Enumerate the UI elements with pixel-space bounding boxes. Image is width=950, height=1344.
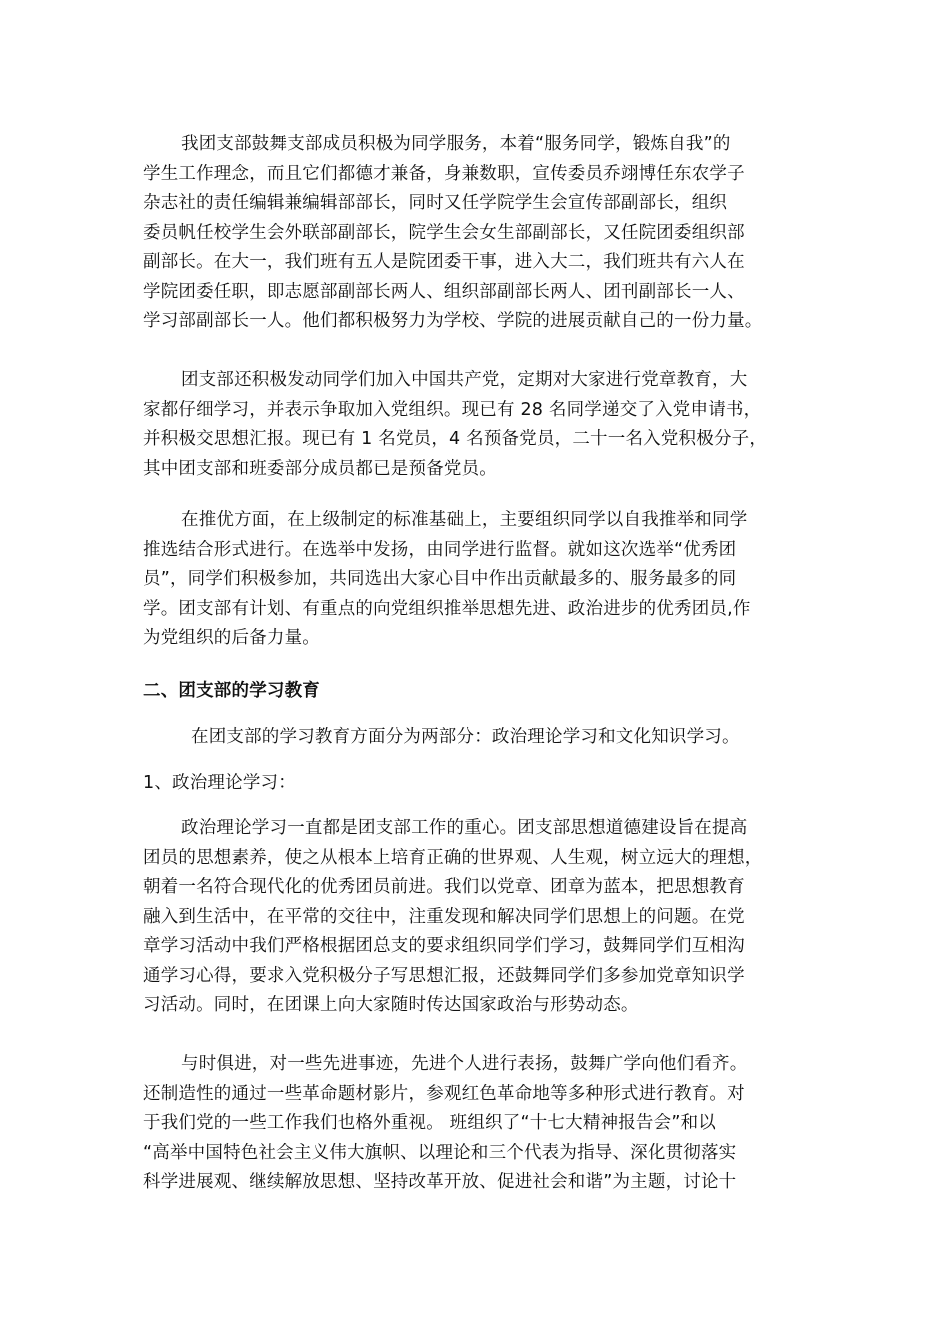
subheading-text: 1、政治理论学习： bbox=[143, 773, 296, 793]
text-line: 推选结合形式进行。在选举中发扬，由同学进行监督。就如这次选举“优秀团 bbox=[143, 539, 737, 560]
text-line: 团员的思想素养，使之从根本上培育正确的世界观、人生观，树立远大的理想， bbox=[143, 847, 763, 868]
text-line: 员”，同学们积极参加，共同选出大家心目中作出贡献最多的、服务最多的同 bbox=[143, 569, 737, 589]
text-line: 还制造性的通过一些革命题材影片，参观红色革命地等多种形式进行教育。对 bbox=[143, 1083, 745, 1104]
text-line: 委员帆任校学生会外联部副部长，院学生会女生部副部长，又任院团委组织部 bbox=[143, 222, 745, 243]
paragraph-student-work bbox=[143, 130, 815, 337]
text-line: 政治理论学习一直都是团支部工作的重心。团支部思想道德建设旨在提高 bbox=[181, 818, 748, 838]
text-line: 学院团委任职，即志愿部副部长两人、组织部副部长两人、团刊副部长一人、 bbox=[143, 281, 745, 302]
text-line: 家都仔细学习，并表示争取加入党组织。现已有 28 名同学递交了入党申请书， bbox=[143, 399, 762, 420]
subheading-political-theory bbox=[143, 769, 815, 799]
text-line: 我团支部鼓舞支部成员积极为同学服务，本着“服务同学，锻炼自我”的 bbox=[181, 134, 731, 154]
text-line: 学习部副部长一人。他们都积极努力为学校、学院的进展贡献自己的一份力量。 bbox=[143, 311, 763, 331]
paragraph-intro bbox=[143, 723, 815, 753]
text-line: 其中团支部和班委部分成员都已是预备党员。 bbox=[143, 458, 497, 479]
paragraph-political-study bbox=[143, 814, 815, 1021]
text-line: 杂志社的责任编辑兼编辑部部长，同时又任学院学生会宣传部副部长，组织 bbox=[143, 193, 728, 213]
text-line: 团支部还积极发动同学们加入中国共产党，定期对大家进行党章教育，大 bbox=[181, 370, 748, 390]
text-line: 学生工作理念，而且它们都德才兼备，身兼数职，宣传委员乔翊博任东农学子 bbox=[143, 163, 745, 184]
text-line: 学。团支部有计划、有重点的向党组织推举思想先进、政治进步的优秀团员,作 bbox=[143, 598, 751, 619]
text-line: 于我们党的一些工作我们也格外重视。 班组织了“十七大精神报告会”和以 bbox=[143, 1113, 716, 1133]
text-line: 在团支部的学习教育方面分为两部分：政治理论学习和文化知识学习。 bbox=[191, 727, 740, 747]
paragraph-recommendation bbox=[143, 506, 815, 654]
text-line: 习活动。同时，在团课上向大家随时传达国家政治与形势动态。 bbox=[143, 995, 639, 1015]
text-line: 在推优方面，在上级制定的标准基础上，主要组织同学以自我推举和同学 bbox=[181, 510, 748, 530]
paragraph-keep-pace bbox=[143, 1050, 815, 1198]
text-line: “高举中国特色社会主义伟大旗帜、以理论和三个代表为指导、深化贯彻落实 bbox=[143, 1142, 737, 1163]
section-heading bbox=[143, 677, 815, 707]
text-line: 科学进展观、继续解放思想、坚持改革开放、促进社会和谐”为主题，讨论十 bbox=[143, 1172, 737, 1192]
text-line: 章学习活动中我们严格根据团总支的要求组织同学们学习，鼓舞同学们互相沟 bbox=[143, 936, 745, 956]
text-line: 副部长。在大一，我们班有五人是院团委干事，进入大二，我们班共有六人在 bbox=[143, 252, 745, 272]
text-line: 与时俱进，对一些先进事迹，先进个人进行表扬，鼓舞广学向他们看齐。 bbox=[181, 1054, 748, 1074]
section-heading-text: 二、团支部的学习教育 bbox=[143, 681, 320, 701]
text-line: 为党组织的后备力量。 bbox=[143, 628, 320, 648]
text-line: 通学习心得，要求入党积极分子写思想汇报，还鼓舞同学们多参加党章知识学 bbox=[143, 965, 745, 986]
text-line: 朝着一名符合现代化的优秀团员前进。我们以党章、团章为蓝本，把思想教育 bbox=[143, 877, 745, 897]
text-line: 并积极交思想汇报。现已有 1 名党员，4 名预备党员，二十一名入党积极分子， bbox=[143, 429, 768, 449]
text-line: 融入到生活中，在平常的交往中，注重发现和解决同学们思想上的问题。在党 bbox=[143, 906, 745, 927]
paragraph-party-recruitment bbox=[143, 366, 815, 484]
